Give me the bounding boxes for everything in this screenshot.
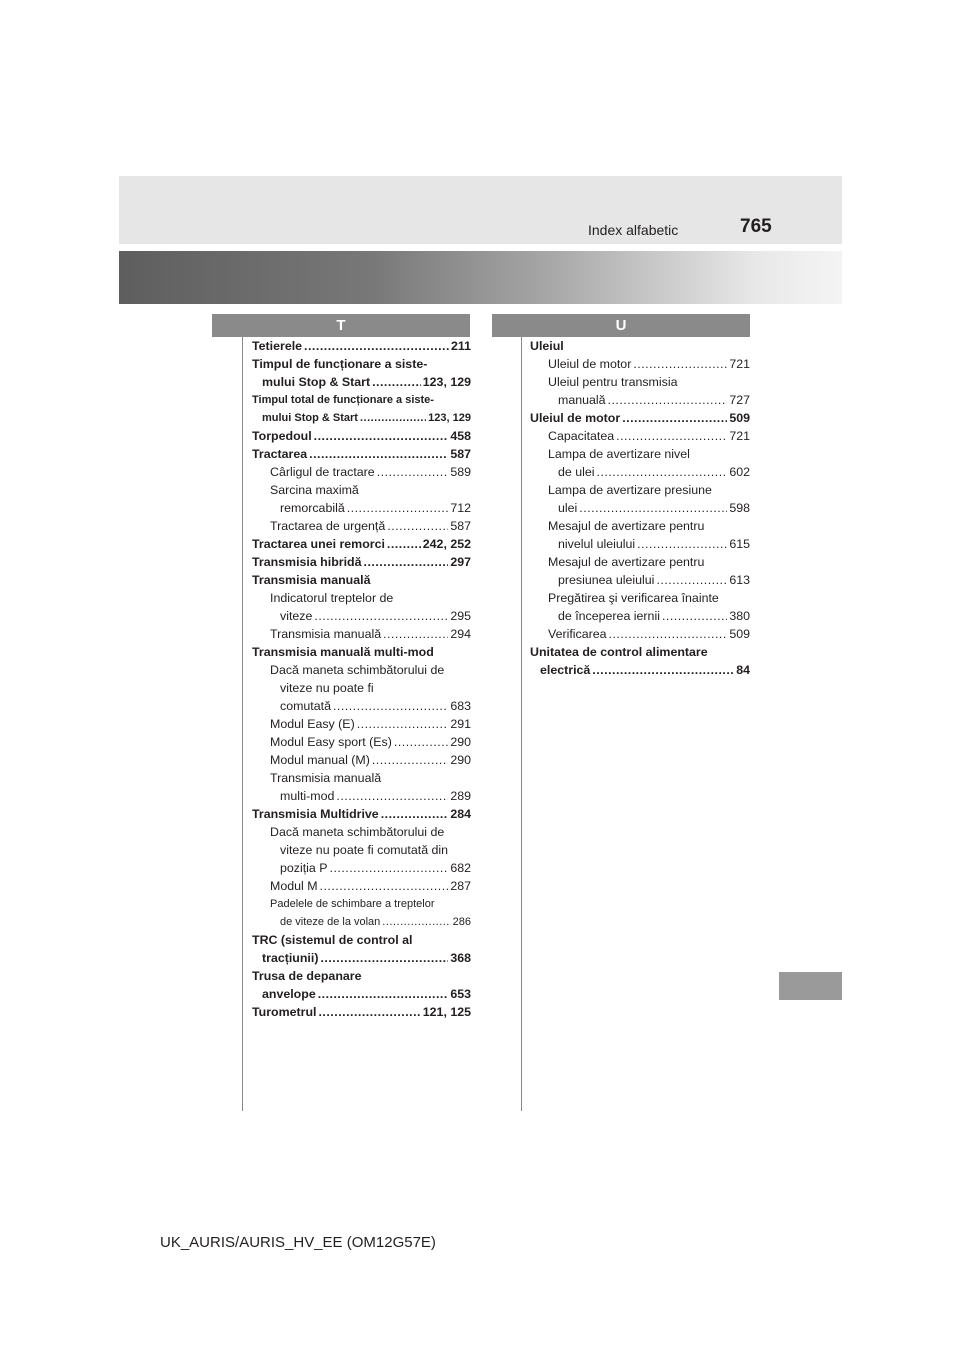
index-entry-text: de începerea iernii [558,609,660,623]
index-entry [252,463,471,481]
index-entry-text: electrică [540,663,591,677]
index-entry-page: 368 [450,951,471,965]
dot-leader [608,391,728,409]
index-entry [252,805,471,823]
index-entry [530,517,750,553]
index-entry [252,355,471,391]
index-entry-text: Tetierele [252,339,303,353]
index-entry-page: 284 [450,807,471,821]
dot-leader [616,427,727,445]
dot-leader [622,409,727,427]
dot-leader [320,877,449,895]
index-entry-page: 509 [729,411,750,425]
index-entry-text: Tractarea [252,447,308,461]
decorative-gradient-bar [119,251,842,304]
index-entry-text: mului Stop & Start [262,375,371,389]
index-entry-text: Uleiul de motor [548,357,632,371]
index-entry-text: Torpedoul [252,429,312,443]
index-entry-text: viteze nu poate fi [280,681,374,695]
index-column-u [530,337,750,679]
index-entry [530,625,750,643]
index-entry-page: 84 [736,663,750,677]
column-rule-right [521,337,522,1111]
index-entry [530,643,750,679]
index-entry-text: tracțiunii) [262,951,319,965]
dot-leader [609,625,728,643]
dot-leader [383,625,448,643]
letter-heading-t: T [212,314,470,337]
index-entry-text: remorcabilă [280,501,345,515]
index-entry-page: 290 [450,735,471,749]
index-entry-page: 297 [450,555,471,569]
index-entry [252,643,471,661]
index-entry [530,409,750,427]
dot-leader [637,535,727,553]
index-entry [252,625,471,643]
index-entry-text: comutată [280,699,331,713]
dot-leader [633,355,727,373]
index-entry-text: presiunea uleiului [558,573,655,587]
index-entry [252,391,471,427]
index-entry [252,445,471,463]
index-entry-text: Verificarea [548,627,607,641]
index-entry-text: Cârligul de tractare [270,465,375,479]
column-rule-left [242,337,243,1111]
index-entry-text: Uleiul pentru transmisia [548,375,678,389]
index-entry-text: anvelope [262,987,316,1001]
index-entry-text: Padelele de schimbare a treptelor [270,898,435,910]
index-entry [252,427,471,445]
index-entry-page: 509 [729,627,750,641]
dot-leader [309,445,448,463]
index-entry [530,337,750,355]
index-entry-text: Lampa de avertizare presiune [548,483,712,497]
index-entry-page: 613 [729,573,750,587]
index-entry-text: Capacitatea [548,429,615,443]
dot-leader [330,859,449,877]
index-entry-text: Unitatea de control alimentare [530,645,708,659]
index-entry-page: 602 [729,465,750,479]
index-entry [252,481,471,517]
index-entry-page: 123, 129 [428,412,471,424]
index-entry-text: Timpul total de funcționare a siste- [252,394,434,406]
header-band [119,176,842,244]
index-entry [530,445,750,481]
index-entry [252,589,471,625]
dot-leader [336,787,448,805]
index-entry-text: Transmisia manuală multi-mod [252,645,434,659]
index-entry-text: Dacă maneta schimbătorului de [270,663,445,677]
index-entry [252,715,471,733]
index-entry-page: 211 [451,339,471,353]
index-entry-page: 598 [729,501,750,515]
dot-leader [579,499,727,517]
index-entry-text: Modul Easy sport (Es) [270,735,392,749]
index-entry-page: 721 [729,429,750,443]
dot-leader [662,607,727,625]
index-entry-text: Sarcina maximă [270,483,359,497]
index-entry-text: TRC (sistemul de control al [252,933,413,947]
index-entry-text: Uleiul de motor [530,411,621,425]
index-entry-page: 615 [729,537,750,551]
index-entry-page: 242, 252 [422,537,471,551]
index-entry-page: 287 [450,879,471,893]
index-entry [252,751,471,769]
page-number: 765 [740,216,772,237]
dot-leader [597,463,728,481]
dot-leader [304,337,449,355]
index-entry-page: 587 [450,447,471,461]
index-entry [530,481,750,517]
dot-leader [377,463,449,481]
index-entry-page: 121, 125 [422,1005,471,1019]
dot-leader [333,697,448,715]
index-entry-page: 683 [450,699,471,713]
index-entry-text: Modul manual (M) [270,753,370,767]
index-entry-page: 458 [450,429,471,443]
index-entry-text: poziția P [280,861,328,875]
index-entry-text: multi-mod [280,789,335,803]
dot-leader [656,571,727,589]
index-entry-text: Lampa de avertizare nivel [548,447,690,461]
index-entry-text: nivelul uleiului [558,537,636,551]
index-entry-text: Uleiul [530,339,564,353]
dot-leader [318,985,449,1003]
index-entry-page: 682 [450,861,471,875]
index-entry-page: 291 [450,717,471,731]
index-entry-text: ulei [558,501,578,515]
index-entry-page: 589 [450,465,471,479]
index-entry [252,967,471,1003]
index-entry-text: de viteze de la volan [280,916,381,928]
index-entry-page: 289 [450,789,471,803]
index-entry [530,553,750,589]
dot-leader [387,517,448,535]
index-entry-page: 712 [450,501,471,515]
index-entry [530,373,750,409]
index-entry [252,571,471,589]
dot-leader [381,805,449,823]
index-entry-text: Turometrul [252,1005,317,1019]
dot-leader [320,949,448,967]
index-entry-text: Mesajul de avertizare pentru [548,555,705,569]
index-entry-page: 380 [729,609,750,623]
index-entry-text: Modul M [270,879,318,893]
index-entry-text: manuală [558,393,606,407]
index-entry-page: 295 [450,609,471,623]
index-entry-text: Timpul de funcționare a siste- [252,357,428,371]
index-entry [252,733,471,751]
index-entry-text: Transmisia manuală [270,627,382,641]
index-entry [252,553,471,571]
index-entry-text: de ulei [558,465,595,479]
index-entry-text: Tractarea unei remorci [252,537,385,551]
index-entry-text: viteze nu poate fi comutată din [280,843,449,857]
index-entry [252,769,471,805]
dot-leader [387,535,421,553]
dot-leader [314,427,449,445]
index-entry-text: Transmisia manuală [252,573,371,587]
index-entry [252,1003,471,1021]
dot-leader [372,373,421,391]
index-entry-page: 294 [450,627,471,641]
dot-leader [394,733,448,751]
index-entry [252,661,471,715]
index-entry [530,589,750,625]
dot-leader [372,751,448,769]
index-entry-page: 721 [729,357,750,371]
dot-leader [382,913,450,931]
index-entry-text: Mesajul de avertizare pentru [548,519,705,533]
dot-leader [347,499,449,517]
document-code: UK_AURIS/AURIS_HV_EE (OM12G57E) [160,1234,436,1251]
index-entry-page: 290 [450,753,471,767]
index-column-t [252,337,471,1021]
index-entry-text: Pregătirea şi verificarea înainte [548,591,719,605]
section-title: Index alfabetic [588,222,679,238]
dot-leader [364,553,449,571]
letter-heading-u: U [492,314,750,337]
index-entry-text: Transmisia manuală [270,771,382,785]
index-entry [252,877,471,895]
index-entry-text: Indicatorul treptelor de [270,591,394,605]
index-entry [252,931,471,967]
index-entry-text: Transmisia Multidrive [252,807,379,821]
index-entry-page: 123, 129 [422,375,471,389]
index-entry [530,355,750,373]
index-entry [530,427,750,445]
dot-leader [318,1003,420,1021]
index-entry-page: 653 [450,987,471,1001]
section-thumb-tab [779,972,842,1000]
dot-leader [592,661,734,679]
dot-leader [314,607,448,625]
index-entry-text: Modul Easy (E) [270,717,355,731]
index-entry [252,823,471,877]
index-entry-text: Dacă maneta schimbătorului de [270,825,445,839]
index-entry [252,517,471,535]
index-entry [252,895,471,931]
index-entry-page: 727 [729,393,750,407]
index-entry-text: Trusa de depanare [252,969,362,983]
index-entry [252,535,471,553]
index-entry-text: mului Stop & Start [262,412,358,424]
index-entry-text: Transmisia hibridă [252,555,362,569]
index-entry-text: Tractarea de urgență [270,519,386,533]
dot-leader [360,409,426,427]
index-entry [252,337,471,355]
index-entry-text: viteze [280,609,313,623]
index-entry-page: 587 [450,519,471,533]
dot-leader [357,715,449,733]
index-entry-page: 286 [452,916,471,928]
